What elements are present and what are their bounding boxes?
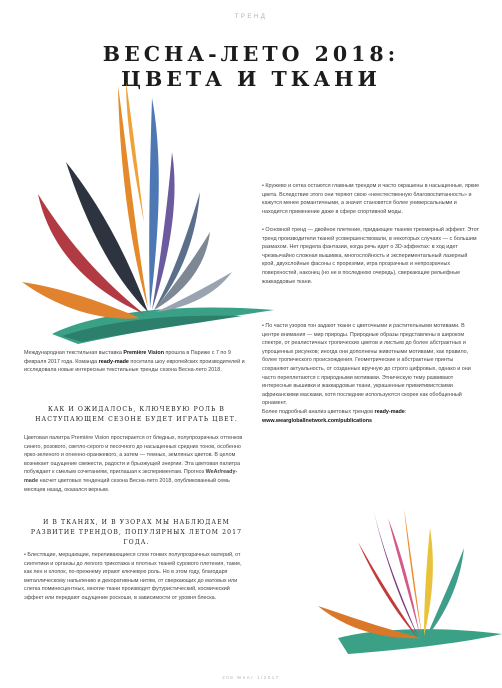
section-label: ТРЕНД (234, 14, 268, 20)
brand-ready-made-link-label: ready-made (374, 409, 405, 415)
brand-wear-ready-made: WeAr/ready-made (24, 469, 238, 484)
orange-petal-small (404, 508, 422, 636)
intro-paragraph: Международная текстильная выставка Première Vision прошла в Париже с 7 по 9 февраля 2017 года. Команда ready-made посетила шоу европейских производителей и исследовала новые интересные текстильные тренды сезона Весна-лето 2018. (24, 350, 245, 374)
right-paragraph-weave: • Основной тренд — двойное плетение, придающее тканям трехмерный эффект. Этот тренд производители тканей усовершенствовали, в некоторых случаях — с большим размахом. Нет предела фантазии, когда речь идет о 3D-эффектах: в ход идет чрезвычайно сложная вышивка, многослойность и экспериментальный лазерный крой, двухслойные фасоны с прорезями, игра прозрачных и непрозрачных поверхностей, наконец (но не в последнюю очередь), сверкающие рельефные жаккардовые ткани. (262, 227, 479, 285)
title-line-1: ВЕСНА-ЛЕТО 2018: (102, 42, 400, 66)
page-footer: 208 WeAr 1/2017 (222, 675, 280, 680)
title-line-2: ЦВЕТА И ТКАНИ (121, 67, 381, 91)
body-paragraph-fabrics: • Блестящие, мерцающие, переливающиеся слои тонких полупрозрачных материй, от синтетики и органзы до легкого трикотажа и плотных тканей сурового плетения, такие, как лен и хлопок, по-прежнему играют ключевую роль. Но в этом году, благодаря металлическому напылению и декоративным нитям, от сверкающих до матовых или слегка поминесцентных, многие ткани производят футуристический, космический эффект или передают ощущение роскоши, в зависимости от уровня блеска. (24, 552, 242, 601)
bird-of-paradise-illustration-small (318, 498, 502, 660)
body-paragraph-palette: Цветовая палитра Première Vision простирается от бледных, полупрозрачных оттенков синего, розового, светло-серого и песочного до насыщенных средних тонов, особенно ярко-зеленого и огненно-оранжевого, а затем — темных, земляных цветов. В целом возникает ощущение свежести, радости и брызжущей энергии. Эта цветовая палитра побуждает к смелым сочетаниям, приглашая к экспериментам. Прогноз WeAr/ready-made насчет цветовых тенденций сезона Весна-лето 2018, опубликованный семь месяцев назад, оказался верным. (24, 435, 243, 493)
right-paragraph-patterns: • По части узоров тон задают ткани с цветочными и растительными мотивами. В центре внимания — мир природы. Природные образы представлены в широком спектре, от реалистичных тропических цветов и листьев до более абстрактных и упрощенных рисунков; иногда они дополнены животными мотивами, как правило, более тропического происхождения. Геометрические и абстрактные принты сохраняют актуальность, от созданных вручную до строго цифровых, однако и они часто переплетаются с природными мотивами. Этническую тему развивают интересные вышивки и жаккардовые ткани, украшенные примитивистскими африканскими масками, хотя последние используются скорее как обобщенный орнамент. (262, 323, 471, 407)
right-paragraph-more-info: Более подробный анализ цветовых трендов ready-made: www.weargloballnetwork.com/publications (262, 409, 407, 424)
purple-petal (372, 504, 418, 636)
green-sepal-small (338, 629, 502, 654)
green-sepal-shade (62, 316, 242, 342)
brand-ready-made: ready-made (98, 358, 129, 365)
subheading-trends: И В ТКАНЯХ, И В УЗОРАХ МЫ НАБЛЮДАЕМ РАЗВИТИЕ ТРЕНДОВ, ПОПУЛЯРНЫХ ЛЕТОМ 2017 ГОДА. (30, 519, 243, 546)
bird-of-paradise-illustration (22, 82, 284, 352)
right-paragraph-lace: • Кружево и сетка остаются главным трендом и часто окрашены в насыщенные, яркие цвета. Вследствие этого они теряют свою «неестественную благовоспитанность» и кажутся менее романтичными, а значит становятся более универсальными и находится применение даже в сфере спортивной моды. (262, 183, 480, 215)
publications-link[interactable]: www.weargloballnetwork.com/publications (262, 417, 373, 424)
yellow-petal (424, 528, 433, 636)
brand-premiere-vision: Première Vision (123, 350, 165, 356)
subheading-color: КАК И ОЖИДАЛОСЬ, КЛЮЧЕВУЮ РОЛЬ В НАСТУПАЮЩЕМ СЕЗОНЕ БУДЕТ ИГРАТЬ ЦВЕТ. (35, 406, 238, 423)
